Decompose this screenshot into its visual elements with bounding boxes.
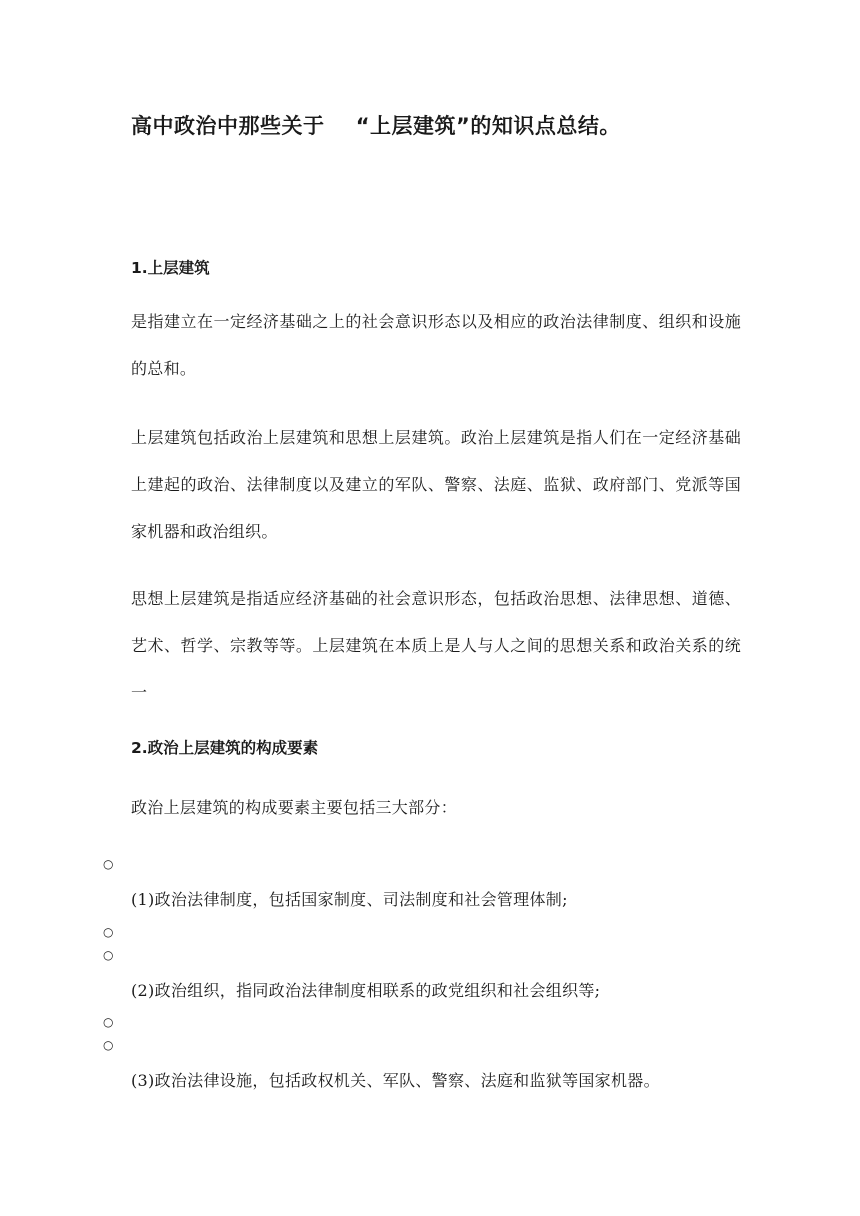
list-item-3: (3)政治法律设施，包括政权机关、军队、警察、法庭和监狱等国家机器。 — [131, 1071, 660, 1090]
paragraph-ideological: 思想上层建筑是指适应经济基础的社会意识形态，包括政治思想、法律思想、道德、艺术、哲学、宗教等等。上层建筑在本质上是人与人之间的思想关系和政治关系的统一 — [131, 589, 741, 702]
paragraph-definition: 是指建立在一定经济基础之上的社会意识形态以及相应的政治法律制度、组织和设施的总和。 — [131, 312, 741, 378]
bullet-icon: ○ — [103, 1038, 114, 1052]
bullet-icon: ○ — [103, 857, 114, 871]
bullet-icon: ○ — [103, 1015, 114, 1029]
section2-intro: 政治上层建筑的构成要素主要包括三大部分： — [131, 798, 458, 817]
bullet-icon: ○ — [103, 925, 114, 939]
section-heading-2: 2.政治上层建筑的构成要素 — [131, 739, 319, 757]
bullet-icon: ○ — [103, 948, 114, 962]
list-item-2: (2)政治组织，指同政治法律制度相联系的政党组织和社会组织等; — [131, 981, 601, 1000]
paragraph-types: 上层建筑包括政治上层建筑和思想上层建筑。政治上层建筑是指人们在一定经济基础上建起的政治、法律制度以及建立的军队、警察、法庭、监狱、政府部门、党派等国家机器和政治组织。 — [131, 428, 741, 541]
document-title: 高中政治中那些关于 “上层建筑”的知识点总结。 — [131, 114, 621, 138]
section-heading-1: 1.上层建筑 — [131, 259, 210, 277]
list-item-1: (1)政治法律制度，包括国家制度、司法制度和社会管理体制; — [131, 890, 568, 909]
